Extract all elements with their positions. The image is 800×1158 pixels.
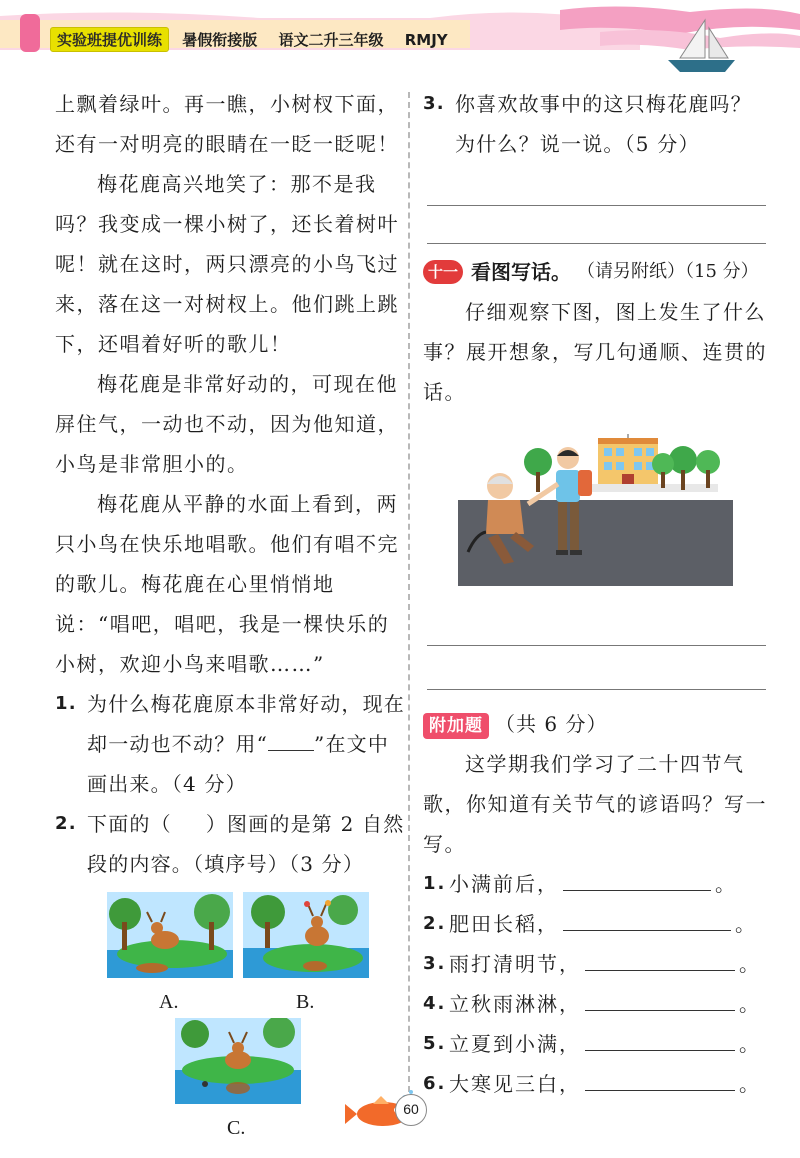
question-text: 下面的（ xyxy=(87,812,172,836)
column-divider xyxy=(408,92,410,1092)
proverb-item xyxy=(423,944,768,984)
proverb-text: 肥田长稻， xyxy=(449,912,559,936)
item-number: 4. xyxy=(423,993,447,1014)
page-number: 60 xyxy=(395,1094,427,1126)
picture-b[interactable] xyxy=(243,892,369,978)
question-text: 为什么梅花鹿原本非常好动，现在却一动也不动？用“ xyxy=(87,692,405,756)
proverb-text: 立夏到小满， xyxy=(449,1032,581,1056)
proverb-text: 大寒见三白， xyxy=(449,1072,581,1096)
answer-blank[interactable] xyxy=(563,890,711,891)
story-paragraph: 上飘着绿叶。再一瞧，小树杈下面，还有一对明亮的眼睛在一眨一眨呢！ xyxy=(55,92,399,156)
series-badge: 实验班提优训练 xyxy=(50,27,169,52)
answer-blank[interactable] xyxy=(585,970,735,971)
item-number: 6. xyxy=(423,1073,447,1094)
answer-line[interactable] xyxy=(427,206,766,244)
extra-score: （共 6 分） xyxy=(495,712,608,736)
item-number: 2. xyxy=(423,913,447,934)
answer-line[interactable] xyxy=(427,164,766,206)
writing-picture xyxy=(458,434,733,586)
answer-line[interactable] xyxy=(427,586,766,646)
page-header xyxy=(0,0,800,78)
proverb-end: 。 xyxy=(739,1072,761,1096)
extra-heading xyxy=(423,704,768,744)
item-number: 1. xyxy=(423,873,447,894)
right-column xyxy=(423,84,768,1104)
picture-a[interactable] xyxy=(107,892,233,978)
extra-prompt: 这学期我们学习了二十四节气歌，你知道有关节气的谚语吗？写一写。 xyxy=(423,752,767,856)
section-number-badge: 十一 xyxy=(423,260,463,284)
question-text: ”在文中画出来。（4 分） xyxy=(87,732,390,796)
item-number: 3. xyxy=(423,953,447,974)
question-text: 你喜欢故事中的这只梅花鹿吗？为什么？说一说。（5 分） xyxy=(455,92,752,156)
caption-b: B. xyxy=(296,991,315,1013)
question-text: ）图画的是第 2 自然段的内容。（填序号）（3 分） xyxy=(87,812,405,876)
section-prompt: 仔细观察下图，图上发生了什么事？展开想象，写几句通顺、连贯的话。 xyxy=(423,300,767,404)
proverb-item xyxy=(423,1064,768,1104)
story-paragraph: 梅花鹿是非常好动的，可现在他屏住气，一动也不动，因为他知道，小鸟是非常胆小的。 xyxy=(55,372,399,476)
proverb-text: 立秋雨淋淋， xyxy=(449,992,581,1016)
section-title: 看图写话。 xyxy=(471,260,571,284)
answer-line[interactable] xyxy=(427,646,766,690)
proverb-end: 。 xyxy=(735,912,757,936)
answer-blank[interactable] xyxy=(585,1090,735,1091)
answer-blank[interactable] xyxy=(585,1010,735,1011)
picture-c[interactable] xyxy=(175,1018,301,1104)
answer-blank[interactable] xyxy=(585,1050,735,1051)
section-11-heading xyxy=(423,252,768,292)
question-1 xyxy=(55,684,405,804)
proverb-end: 。 xyxy=(739,1032,761,1056)
question-number: 1. xyxy=(55,693,77,714)
question-number: 2. xyxy=(55,813,77,834)
section-note: （请另附纸）（15 分） xyxy=(577,261,759,282)
item-number: 5. xyxy=(423,1033,447,1054)
book-title: 暑假衔接版 xyxy=(182,31,258,49)
question-number: 3. xyxy=(423,93,445,114)
edition-code: RMJY xyxy=(404,31,448,49)
story-paragraph: 梅花鹿从平静的水面上看到，两只小鸟在快乐地唱歌。他们有唱不完的歌儿。梅花鹿在心里悄悄地说：“唱吧，唱吧，我是一棵快乐的小树，欢迎小鸟来唱歌……” xyxy=(55,492,399,676)
caption-c: C. xyxy=(227,1117,246,1139)
proverb-item xyxy=(423,1024,768,1064)
proverb-item xyxy=(423,984,768,1024)
proverb-item xyxy=(423,864,768,904)
proverb-end: 。 xyxy=(739,952,761,976)
subject-title: 语文二升三年级 xyxy=(278,31,384,49)
proverb-text: 雨打清明节， xyxy=(449,952,581,976)
question-2 xyxy=(55,804,405,884)
proverb-end: 。 xyxy=(739,992,761,1016)
proverb-item xyxy=(423,904,768,944)
left-column xyxy=(55,84,405,1139)
proverb-end: 。 xyxy=(715,872,737,896)
proverb-text: 小满前后， xyxy=(449,872,559,896)
extra-badge: 附加题 xyxy=(423,713,489,739)
question-3 xyxy=(423,84,768,164)
underline-blank[interactable] xyxy=(268,750,314,751)
story-paragraph: 梅花鹿高兴地笑了：那不是我吗？我变成一棵小树了，还长着树叶呢！就在这时，两只漂亮的小鸟飞过来，落在这一对树杈上。他们跳上跳下，还唱着好听的歌儿！ xyxy=(55,172,399,356)
caption-a: A. xyxy=(159,991,179,1013)
answer-blank[interactable] xyxy=(563,930,731,931)
